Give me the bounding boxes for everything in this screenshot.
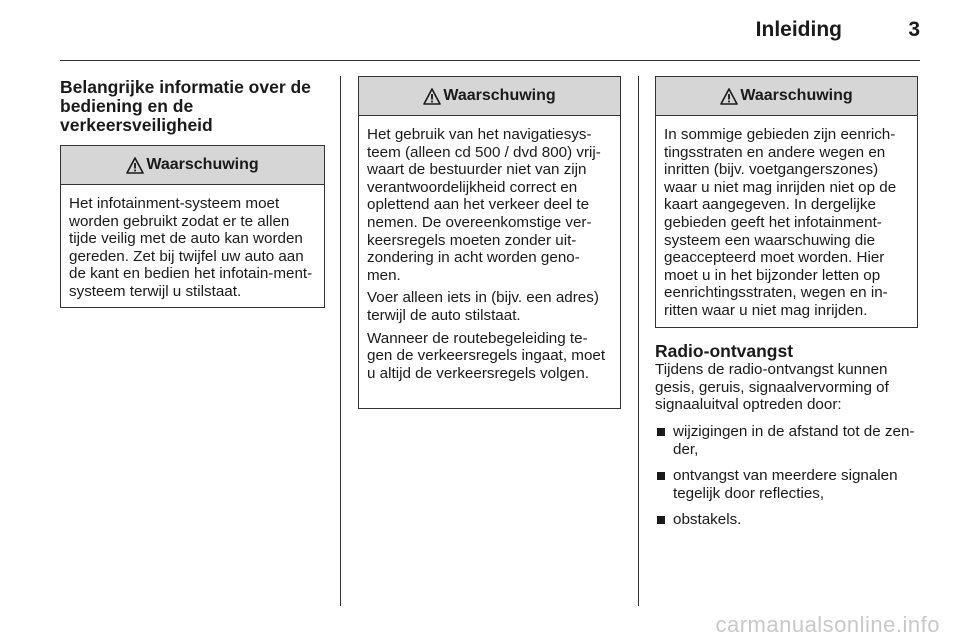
list-item bbox=[655, 467, 925, 502]
radio-bullet-list bbox=[655, 423, 925, 538]
bullet-text: obstakels. bbox=[673, 511, 742, 529]
warning-label: Waarschuwing bbox=[740, 87, 853, 104]
warning-triangle-icon bbox=[423, 88, 441, 105]
square-bullet-icon bbox=[657, 516, 665, 524]
warning-box-left bbox=[60, 145, 325, 308]
list-item bbox=[655, 423, 925, 458]
warning-text: In sommige gebieden zijn eenrich-tingsstraten en andere wegen en inritten (bijv. voetgangerszones) waar u niet mag inrijden niet op de kaart aangegeven. In dergelijke gebieden geeft het infotainment-systeem een waarschuwing die geaccepteerd moet worden. Hier moet u in het bijzonder letten op eenrichtingsstraten, wegen en in-ritten waar u niet mag inrijden. bbox=[664, 126, 897, 319]
page-number: 3 bbox=[908, 18, 920, 41]
section-heading: Belangrijke informatie over de bediening en de verkeersveiligheid bbox=[60, 77, 311, 135]
header-rule bbox=[60, 60, 920, 61]
warning-triangle-icon bbox=[126, 157, 144, 174]
radio-intro-text: Tijdens de radio-ontvangst kunnen gesis, geruis, signaalvervorming of signaaluitval optreden door: bbox=[655, 361, 889, 414]
warning-label: Waarschuwing bbox=[146, 156, 259, 173]
warning-body bbox=[359, 116, 620, 390]
warning-body bbox=[656, 116, 917, 328]
warning-label: Waarschuwing bbox=[443, 87, 556, 104]
square-bullet-icon bbox=[657, 428, 665, 436]
watermark: carmanualsonline.info bbox=[715, 612, 940, 637]
warning-text: Het gebruik van het navigatiesys-teem (alleen cd 500 / dvd 800) vrij-waart de bestuurder niet van zijn verantwoordelijkheid correct en oplettend aan het verkeer deel te nemen. De overeenkomstige ver-keersregels moeten zonder uit-zondering in acht worden geno-men. bbox=[367, 126, 601, 284]
warning-text: Het infotainment-systeem moet worden gebruikt zodat er te allen tijde veilig met de auto kan worden gereden. Zet bij twijfel uw auto aan de kant en bedien het infotain-ment-systeem terwijl u stilstaat. bbox=[69, 195, 313, 300]
warning-triangle-icon bbox=[720, 88, 738, 105]
page-header bbox=[0, 0, 960, 60]
square-bullet-icon bbox=[657, 472, 665, 480]
warning-header bbox=[656, 77, 917, 116]
warning-text: Wanneer de routebegeleiding te-gen de verkeersregels ingaat, moet u altijd de verkeersregels volgen. bbox=[367, 329, 606, 382]
warning-box-right bbox=[655, 76, 918, 328]
list-item bbox=[655, 511, 925, 529]
chapter-title: Inleiding bbox=[755, 18, 842, 41]
warning-header bbox=[359, 77, 620, 116]
column-divider-right bbox=[638, 76, 639, 606]
radio-section-title: Radio-ontvangst bbox=[655, 341, 794, 361]
warning-text: Voer alleen iets in (bijv. een adres) terwijl de auto stilstaat. bbox=[367, 289, 599, 324]
column-divider-left bbox=[340, 76, 341, 606]
bullet-text: wijzigingen in de afstand tot de zen-der, bbox=[673, 423, 915, 458]
bullet-text: ontvangst van meerdere signalen tegelijk door reflecties, bbox=[673, 467, 898, 502]
warning-box-middle bbox=[358, 76, 621, 409]
warning-body bbox=[61, 185, 324, 309]
warning-header bbox=[61, 146, 324, 185]
